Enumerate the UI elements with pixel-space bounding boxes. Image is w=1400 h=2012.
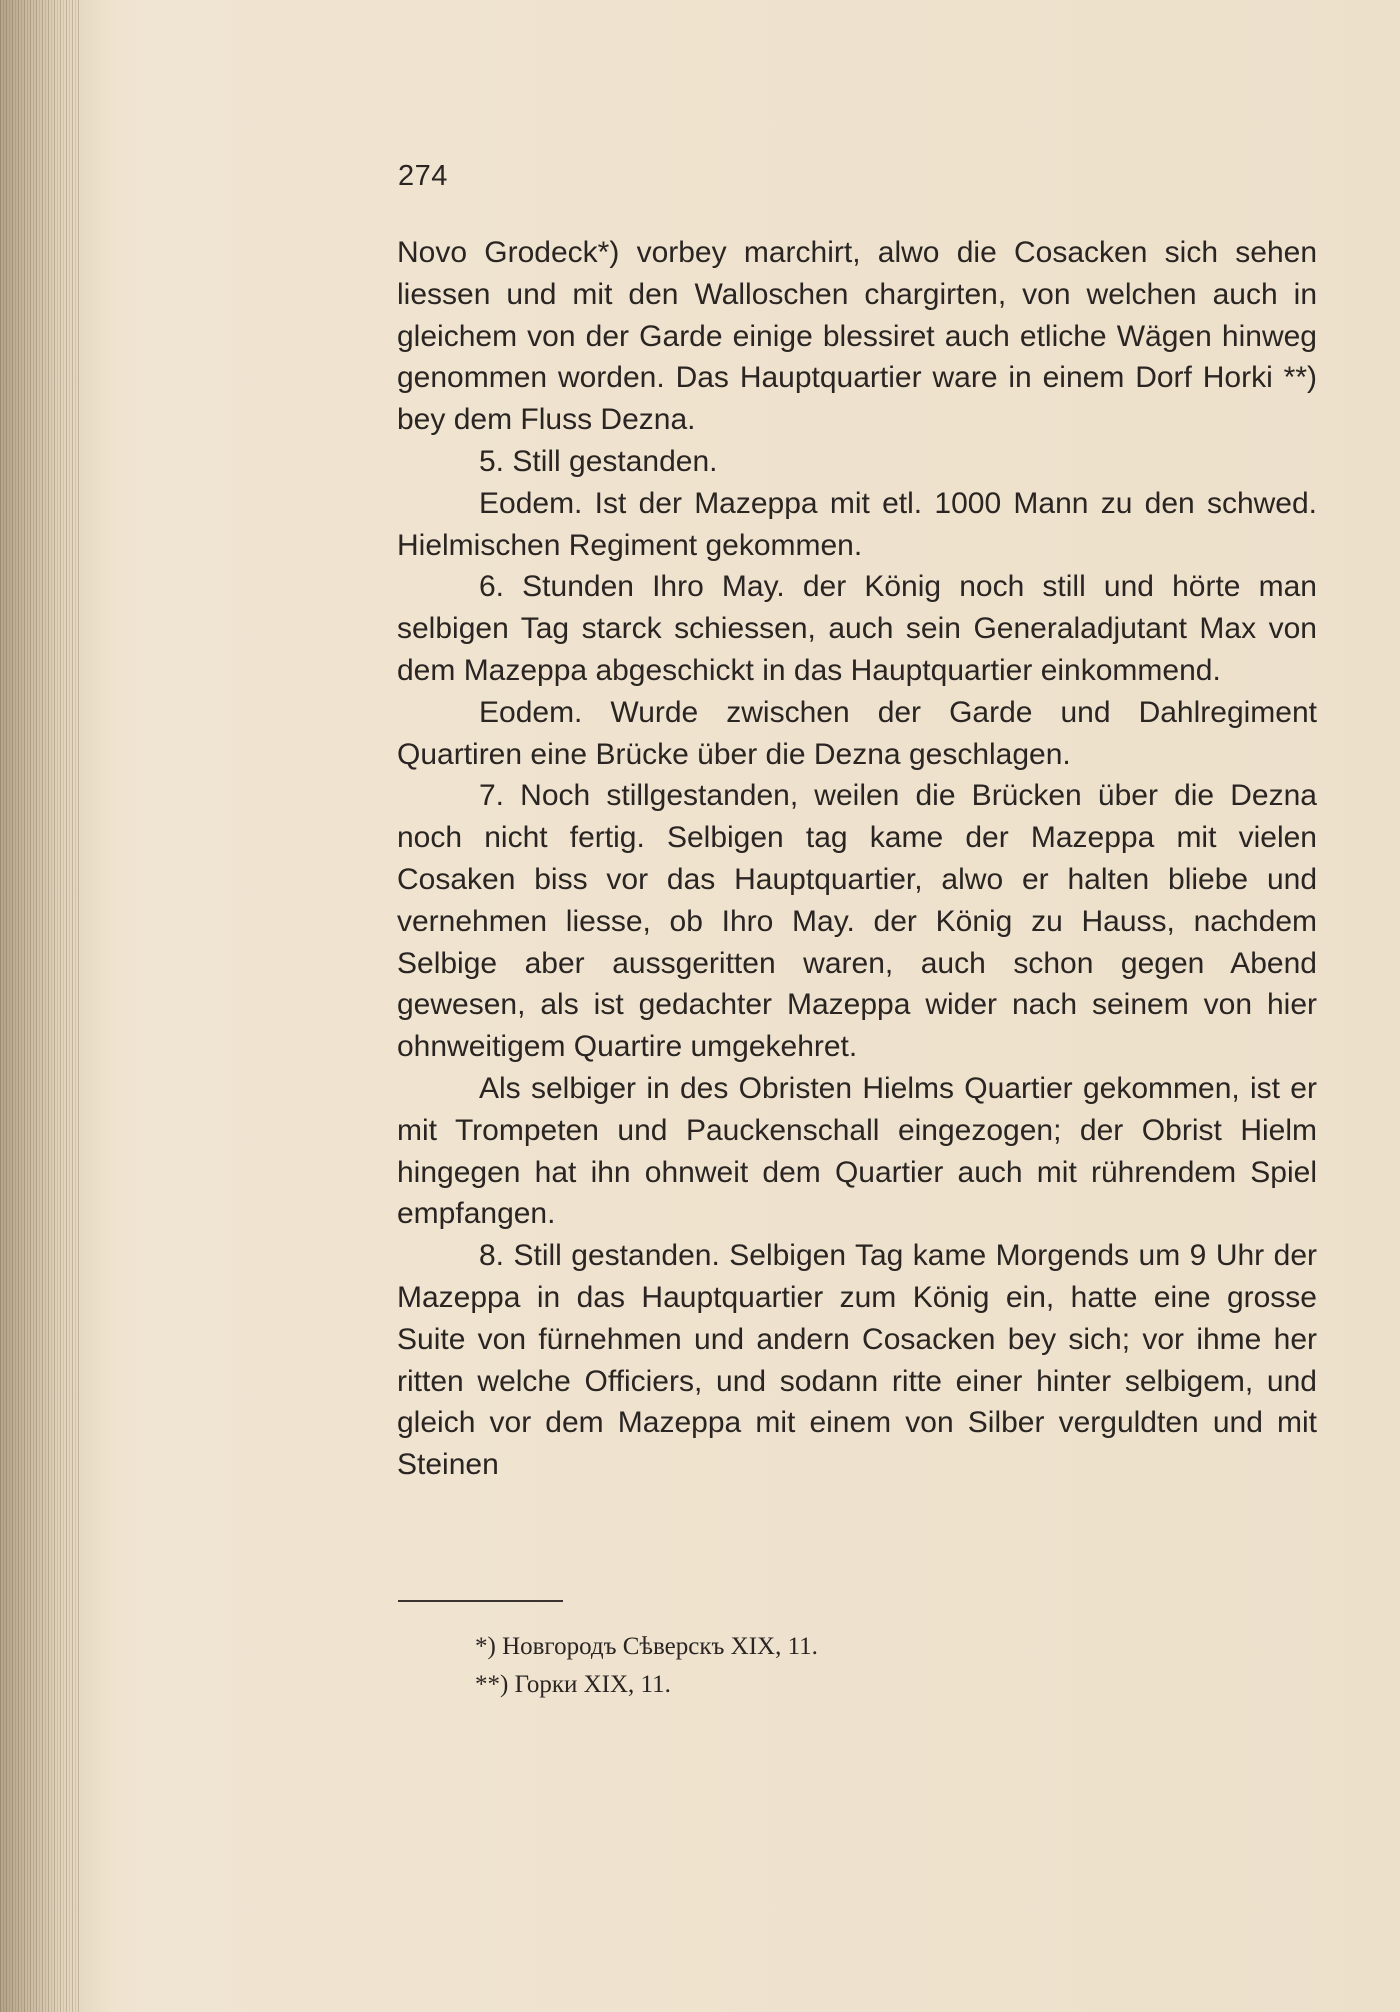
gutter-shadow <box>0 0 110 2012</box>
paragraph: Novo Grodeck*) vorbey marchirt, alwo die Cosacken sich sehen liessen und mit den Walloschen chargirten, von welchen auch in gleichem von der Garde einige blessiret auch etliche Wägen hinweg genommen worden. Das Hauptquartier ware in einem Dorf Horki **) bey dem Fluss Dezna. <box>397 236 1317 437</box>
paragraph: 6. Stunden Ihro May. der König noch still und hörte man selbigen Tag starck schiessen, auch sein Generaladjutant Max von dem Mazeppa abgeschickt in das Hauptquartier einkommend. <box>397 570 1317 687</box>
paragraph: 8. Still gestanden. Selbigen Tag kame Morgends um 9 Uhr der Mazeppa in das Hauptquartier zum König ein, hatte eine grosse Suite von fürnehmen und andern Cosacken bey sich; vor ihme her ritten welche Officiers, und sodann ritte einer hinter selbigem, und gleich vor dem Mazeppa mit einem von Silber verguldten und mit Steinen <box>397 1239 1317 1482</box>
footnote: *) Новгородъ Сѣверскъ XIX, 11. <box>475 1633 818 1660</box>
footnote-divider <box>398 1600 563 1602</box>
paragraph: 7. Noch stillgestanden, weilen die Brücken über die Dezna noch nicht fertig. Selbigen tag kame der Mazeppa mit vielen Cosaken biss vor das Hauptquartier, alwo er halten bliebe und vernehmen liesse, ob Ihro May. der König zu Hauss, nachdem Selbige aber aussgeritten waren, auch schon gegen Abend gewesen, als ist gedachter Mazeppa wider nach seinem von hier ohnweitigem Quartire umgekehret. <box>397 779 1317 1064</box>
footnote: **) Горки XIX, 11. <box>475 1671 671 1698</box>
paragraph: Eodem. Wurde zwischen der Garde und Dahlregiment Quartiren eine Brücke über die Dezna geschlagen. <box>397 695 1317 771</box>
page-number: 274 <box>398 160 448 192</box>
footnotes <box>475 1628 818 1704</box>
body-text <box>397 232 1317 1486</box>
paragraph: Eodem. Ist der Mazeppa mit etl. 1000 Mann zu den schwed. Hielmischen Regiment gekommen. <box>397 486 1317 562</box>
paragraph: Als selbiger in des Obristen Hielms Quartier gekommen, ist er mit Trompeten und Pauckenschall eingezogen; der Obrist Hielm hingegen hat ihn ohnweit dem Quartier auch mit rührendem Spiel empfangen. <box>397 1071 1317 1231</box>
paragraph: 5. Still gestanden. <box>479 444 718 478</box>
